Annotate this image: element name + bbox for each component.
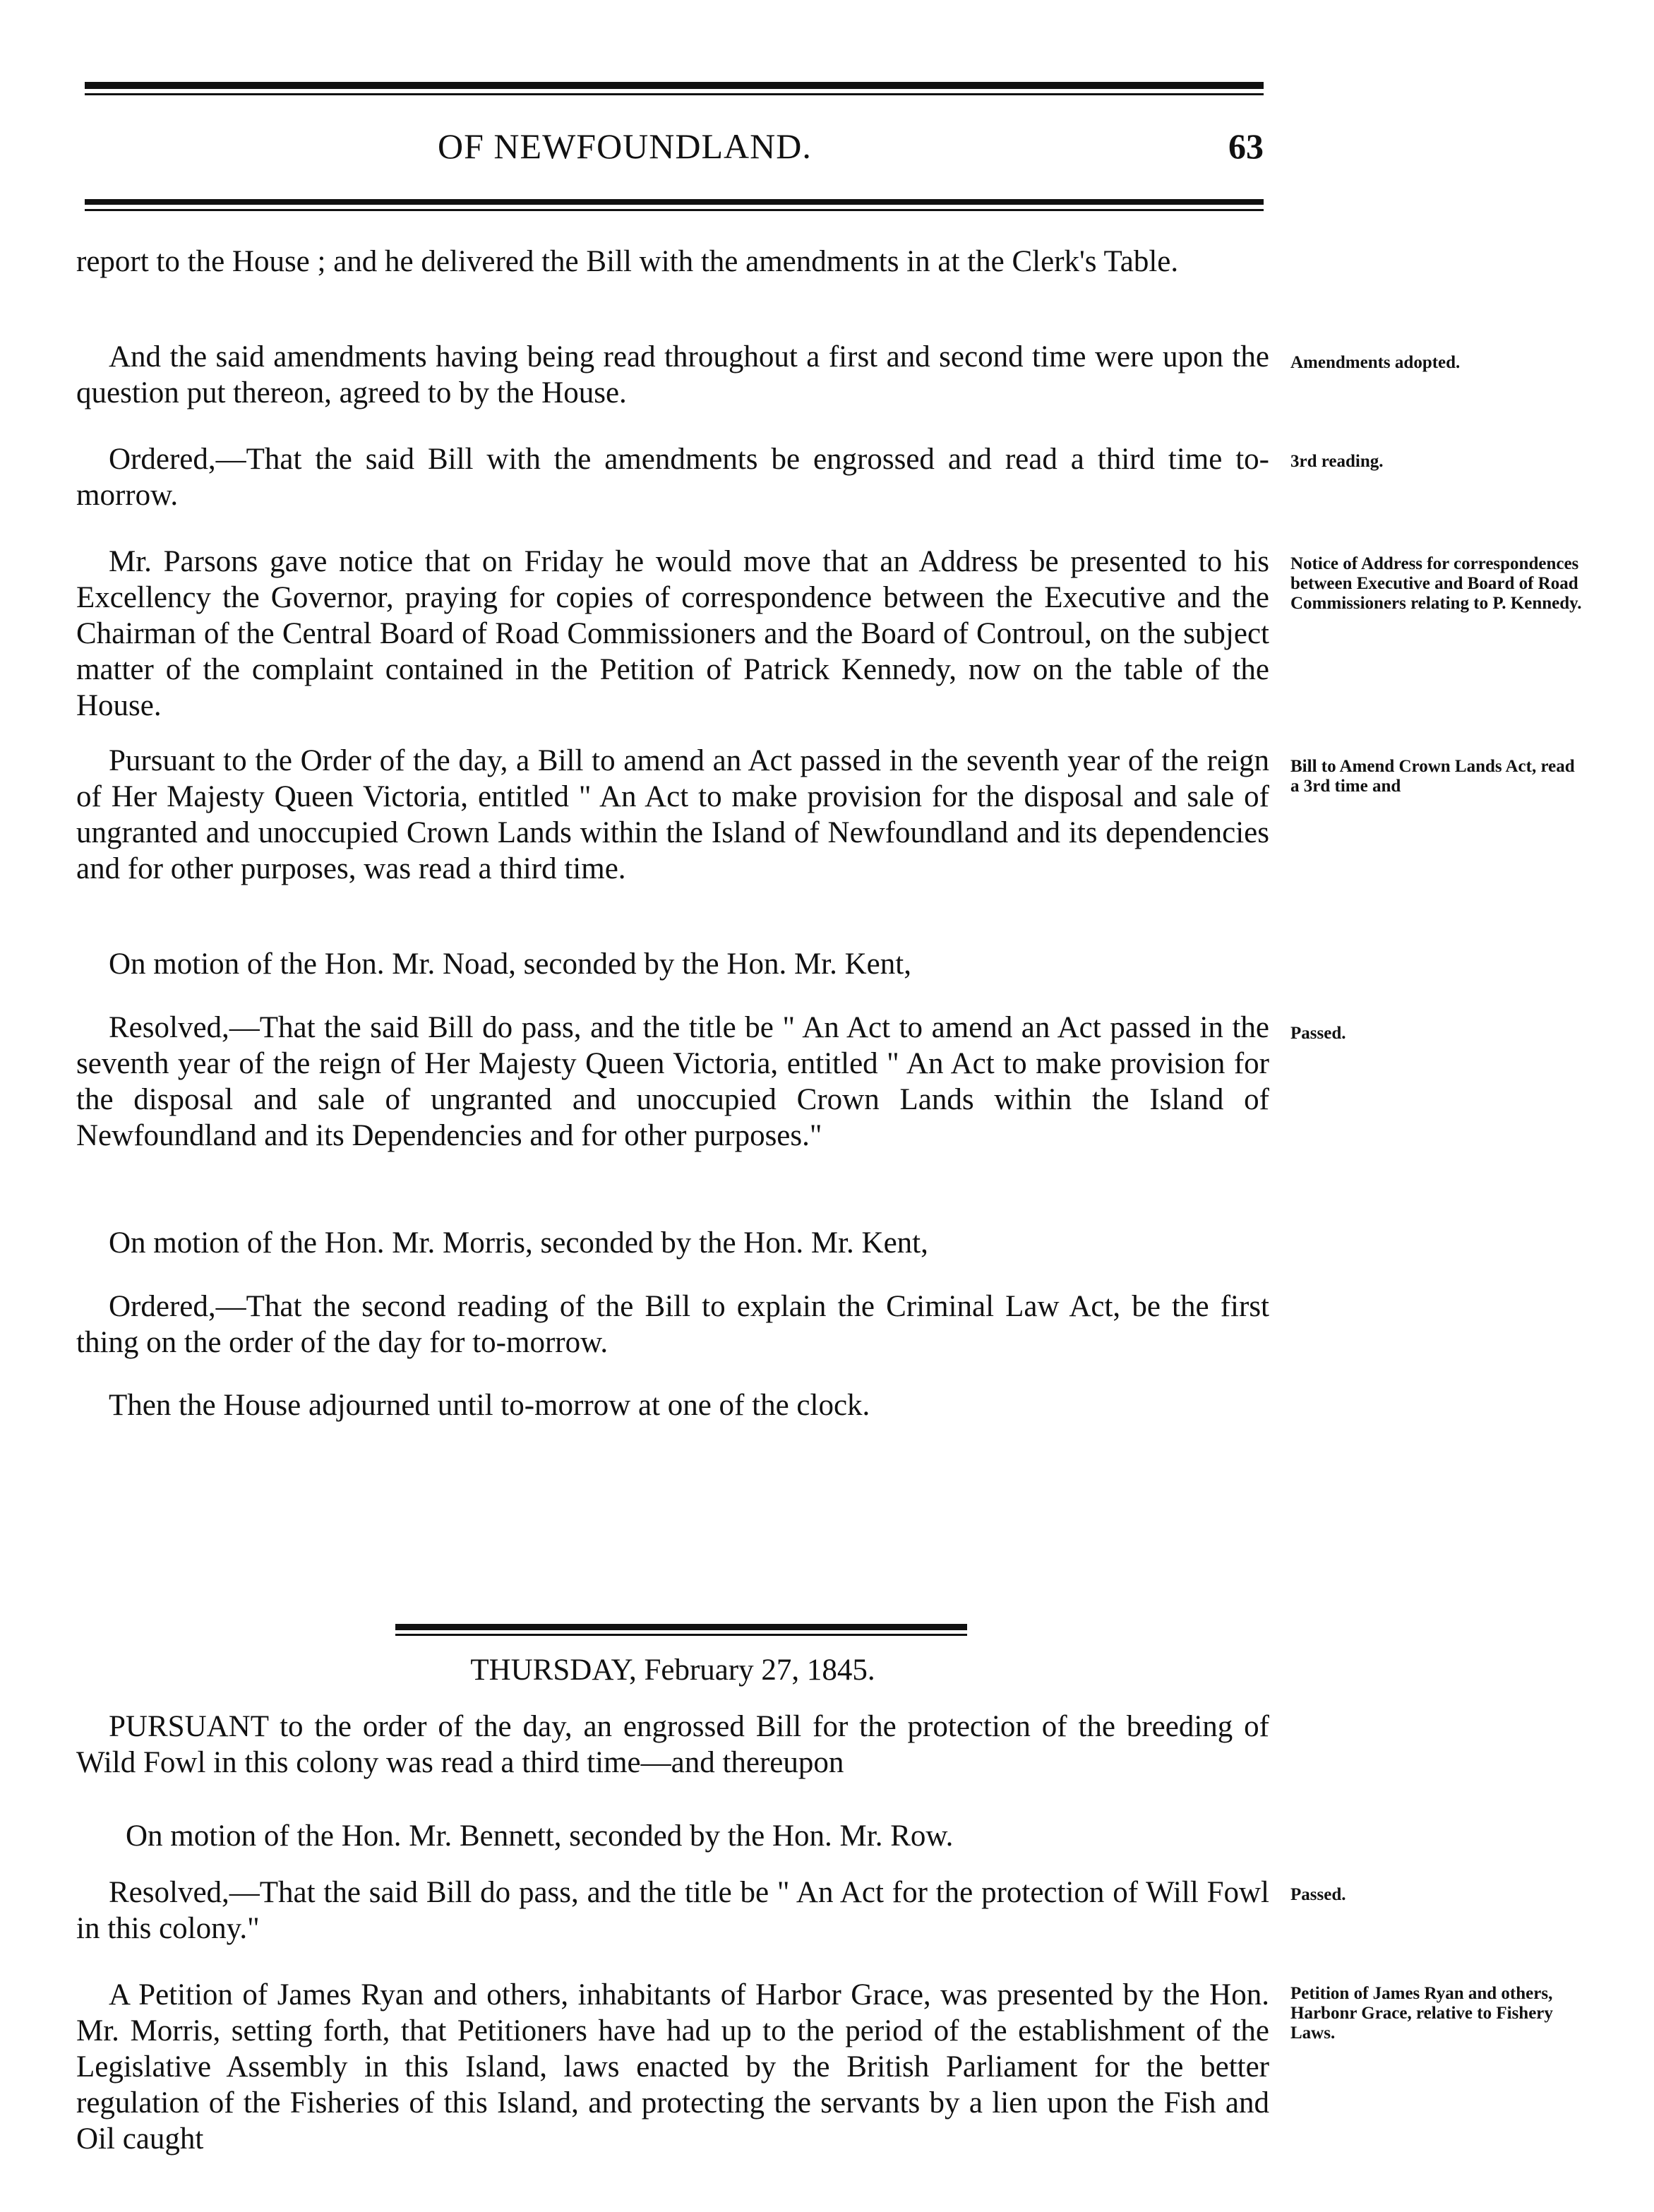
running-header [85, 126, 1264, 175]
margin-note-petition-ryan: Petition of James Ryan and others, Harbonr Grace, relative to Fishery Laws. [1290, 1984, 1553, 2043]
header-bottom-rule-thin [85, 209, 1264, 211]
header-top-rule-thin [85, 93, 1264, 95]
margin-note-passed-1: Passed. [1290, 1024, 1346, 1043]
section-divider-rule-thin [395, 1634, 967, 1636]
body-column [76, 244, 1269, 280]
margin-note-passed-2: Passed. [1290, 1885, 1346, 1904]
paragraph-9: Ordered,—That the second reading of the Bill to explain the Criminal Law Act, be the first thing on the order of the day for to-morrow. [76, 1290, 1269, 1359]
paragraph-8: On motion of the Hon. Mr. Morris, seconded by the Hon. Mr. Kent, [109, 1226, 928, 1260]
margin-note-notice-of-address: Notice of Address for correspondences between Executive and Board of Road Commissioners relating to P. Kennedy. [1290, 554, 1582, 613]
section2-paragraph-4: A Petition of James Ryan and others, inhabitants of Harbor Grace, was presented by the Hon. Mr. Morris, setting forth, that Petitioners have had up to the period of the establishment of the Legislative Assembly in this Island, laws enacted by the British Parliament for the better regulation of the Fisheries of this Island, and protecting the servants by a lien upon the Fish and Oil caught [76, 1978, 1269, 2156]
margin-note-amendments-adopted: Amendments adopted. [1290, 353, 1461, 372]
paragraph-6: On motion of the Hon. Mr. Noad, seconded by the Hon. Mr. Kent, [109, 947, 911, 981]
margin-note-crown-lands-bill: Bill to Amend Crown Lands Act, read a 3rd time and [1290, 757, 1575, 796]
page-number: 63 [1228, 126, 1264, 166]
margin-note-3rd-reading: 3rd reading. [1290, 452, 1384, 471]
section-heading: THURSDAY, February 27, 1845. [470, 1654, 875, 1687]
running-title: OF NEWFOUNDLAND. [438, 126, 812, 166]
section2-paragraph-3: Resolved,—That the said Bill do pass, and the title be " An Act for the protection of Will Fowl in this colony." [76, 1876, 1269, 1945]
section-divider-rule [395, 1624, 967, 1630]
section2-paragraph-2: On motion of the Hon. Mr. Bennett, seconded by the Hon. Mr. Row. [126, 1819, 954, 1853]
paragraph-1: report to the House ; and he delivered the Bill with the amendments in at the Clerk's Table. [76, 245, 1179, 278]
section2-paragraph-1: PURSUANT to the order of the day, an engrossed Bill for the protection of the breeding of Wild Fowl in this colony was read a third time—and thereupon [76, 1710, 1269, 1779]
header-bottom-rule [85, 199, 1264, 205]
paragraph-3: Ordered,—That the said Bill with the amendments be engrossed and read a third time to-morrow. [76, 443, 1269, 512]
paragraph-4: Mr. Parsons gave notice that on Friday he would move that an Address be presented to his Excellency the Governor, praying for copies of correspondence between the Executive and the Chairman of the Central Board of Road Commissioners and the Board of Controul, on the subject matter of the complaint contained in the Petition of Patrick Kennedy, now on the table of the House. [76, 545, 1269, 722]
header-top-rule [85, 82, 1264, 89]
paragraph-5: Pursuant to the Order of the day, a Bill to amend an Act passed in the seventh year of the reign of Her Majesty Queen Victoria, entitled " An Act to make provision for the disposal and sale of ungranted and unoccupied Crown Lands within the Island of Newfoundland and its dependencies and for other purposes, was read a third time. [76, 744, 1269, 885]
paragraph-2: And the said amendments having being read throughout a first and second time were upon the question put thereon, agreed to by the House. [76, 340, 1269, 409]
paragraph-10: Then the House adjourned until to-morrow at one of the clock. [109, 1389, 870, 1422]
paragraph-7: Resolved,—That the said Bill do pass, and the title be " An Act to amend an Act passed in the seventh year of the reign of Her Majesty Queen Victoria, entitled " An Act to make provision for the disposal and sale of ungranted and unoccupied Crown Lands within the Island of Newfoundland and its Dependencies and for other purposes." [76, 1011, 1269, 1152]
